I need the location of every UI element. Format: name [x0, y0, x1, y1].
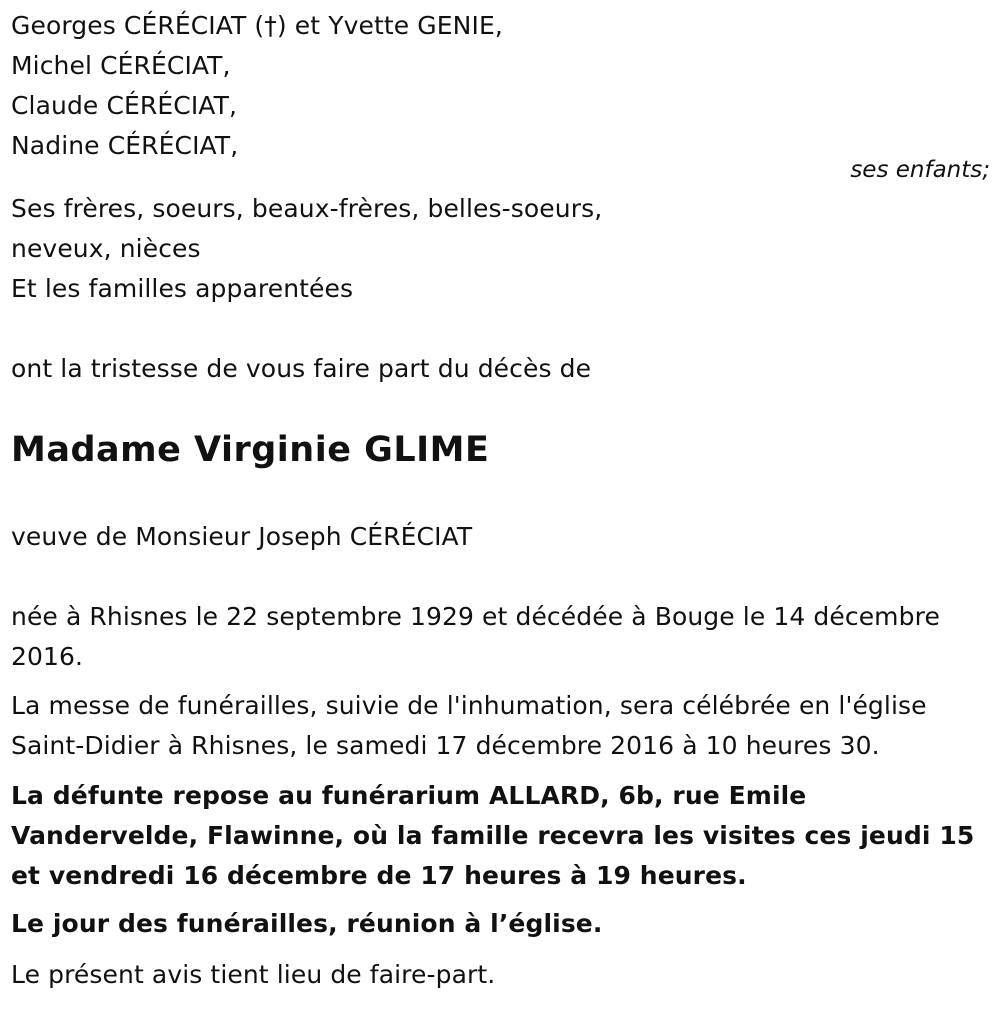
- deceased-name: Madame Virginie GLIME: [11, 430, 490, 470]
- family-line-1: Ses frères, soeurs, beaux-frères, belles-soeurs,: [11, 194, 603, 223]
- funerarium-text: La défunte repose au funérarium ALLARD, 6b, rue Emile Vandervelde, Flawinne, où la famille recevra les visites ces jeudi 15 et vendredi 16 décembre de 17 heures à 19 heures.: [11, 781, 975, 890]
- children-role-note: ses enfants;: [850, 157, 990, 183]
- closing-text: Le présent avis tient lieu de faire-part.: [11, 960, 496, 989]
- child-line-2: Michel CÉRÉCIAT,: [11, 51, 231, 80]
- family-line-2: neveux, nièces: [11, 234, 201, 263]
- announcement-text: ont la tristesse de vous faire part du décès de: [11, 354, 592, 383]
- family-line-3: Et les familles apparentées: [11, 274, 354, 303]
- widow-of-text: veuve de Monsieur Joseph CÉRÉCIAT: [11, 522, 473, 551]
- child-line-1: Georges CÉRÉCIAT (†) et Yvette GENIE,: [11, 11, 503, 40]
- child-line-4: Nadine CÉRÉCIAT,: [11, 131, 239, 160]
- meeting-text: Le jour des funérailles, réunion à l’église.: [11, 909, 603, 938]
- birth-death-text: née à Rhisnes le 22 septembre 1929 et décédée à Bouge le 14 décembre 2016.: [11, 602, 940, 671]
- child-line-3: Claude CÉRÉCIAT,: [11, 91, 237, 120]
- funeral-mass-text: La messe de funérailles, suivie de l'inhumation, sera célébrée en l'église Saint-Didier à Rhisnes, le samedi 17 décembre 2016 à 10 heures 30.: [11, 691, 927, 760]
